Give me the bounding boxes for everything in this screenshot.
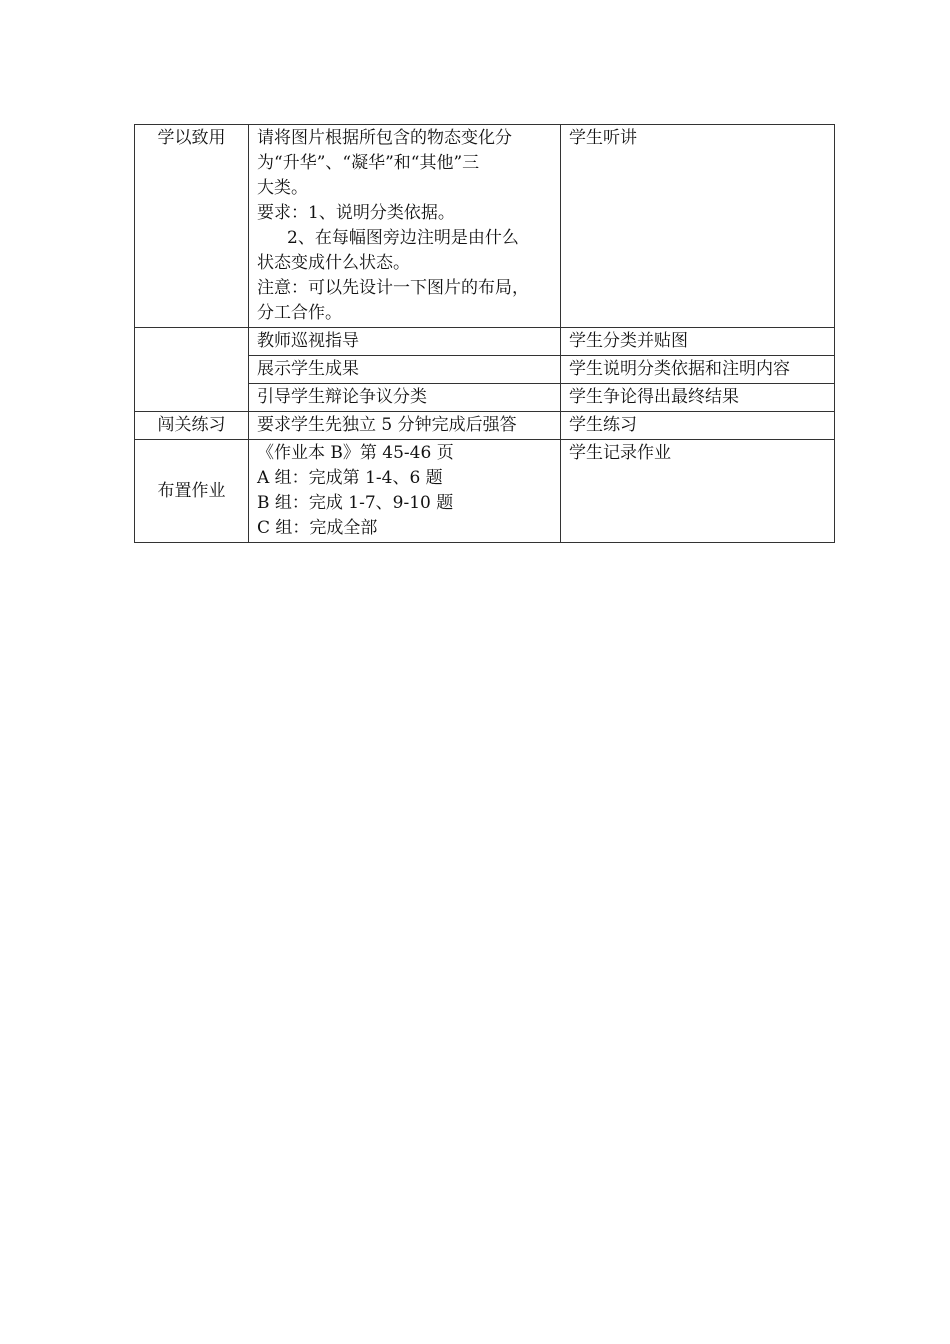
teacher-line: C 组：完成全部 [257,518,378,538]
teacher-line: 2、在每幅图旁边注明是由什么 [287,228,519,248]
teacher-cell-practice [249,412,561,440]
teacher-line: 要求：1、说明分类依据。 [257,203,455,223]
teacher-line: 为“升华”、“凝华”和“其他”三 [257,153,480,173]
teacher-line: A 组：完成第 1-4、6 题 [257,468,443,488]
teacher-text: 引导学生辩论争议分类 [257,387,427,407]
teacher-line: 分工合作。 [257,303,342,323]
stage-label: 学以致用 [157,128,226,148]
student-cell-guide [561,328,835,356]
teacher-line: 请将图片根据所包含的物态变化分 [257,128,512,148]
student-cell-practice [561,412,835,440]
student-text: 学生练习 [569,415,637,435]
student-text: 学生听讲 [569,128,637,148]
teacher-cell-homework [249,440,561,543]
stage-cell-practice [135,412,249,440]
teacher-line: 状态变成什么状态。 [257,253,410,273]
stage-cell-empty [135,328,249,412]
teacher-cell-guide [249,328,561,356]
teacher-cell-show [249,356,561,384]
student-text: 学生记录作业 [569,443,671,463]
student-cell-apply [561,125,835,328]
stage-cell-apply [135,125,249,328]
student-cell-debate [561,384,835,412]
teacher-text: 教师巡视指导 [257,331,359,351]
table-row-homework [135,440,835,543]
teacher-line: B 组：完成 1-7、9-10 题 [257,493,454,513]
student-cell-show [561,356,835,384]
teacher-line: 《作业本 B》第 45-46 页 [257,443,454,463]
table-row-practice [135,412,835,440]
teacher-cell-apply [249,125,561,328]
student-text: 学生分类并贴图 [569,331,688,351]
student-text: 学生争论得出最终结果 [569,387,739,407]
teacher-line: 大类。 [257,178,308,198]
student-cell-homework [561,440,835,543]
table-row-guide [135,328,835,356]
teacher-line: 注意：可以先设计一下图片的布局， [257,278,529,298]
stage-label: 布置作业 [157,480,226,501]
teacher-text: 要求学生先独立 5 分钟完成后强答 [257,415,517,435]
stage-label: 闯关练习 [157,415,226,435]
student-text: 学生说明分类依据和注明内容 [569,359,790,379]
teacher-text: 展示学生成果 [257,359,359,379]
table-row-apply [135,125,835,328]
teacher-cell-debate [249,384,561,412]
stage-cell-homework [135,440,249,543]
lesson-plan-table [134,124,835,543]
